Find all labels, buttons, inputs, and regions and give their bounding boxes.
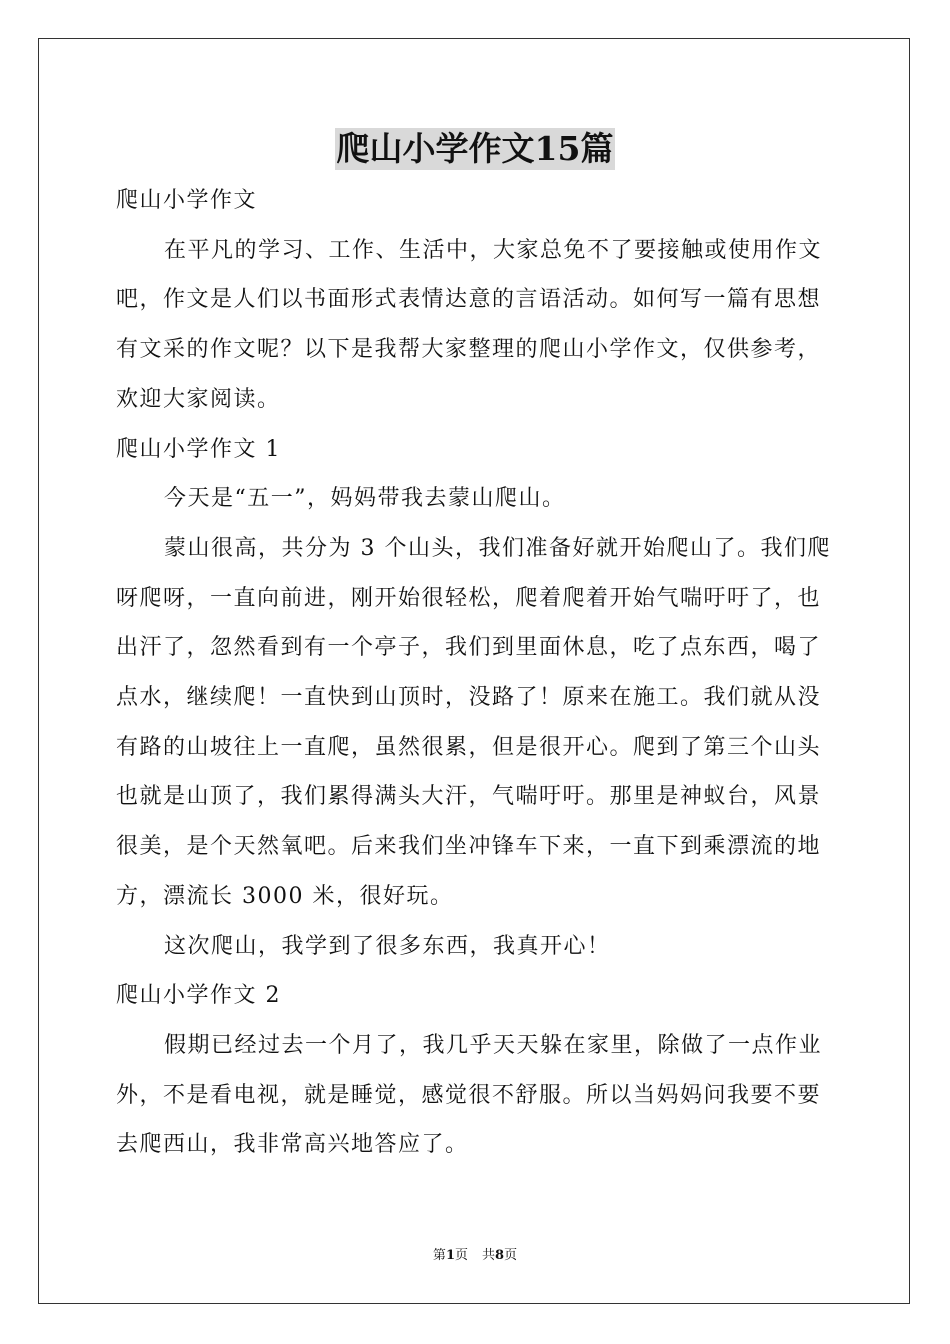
page-footer — [0, 1246, 950, 1266]
total-prefix: 共 — [482, 1248, 496, 1263]
text-line: 欢迎大家阅读。 — [116, 386, 281, 412]
title-wrap — [0, 128, 950, 170]
total-pages: 8 — [495, 1248, 505, 1263]
text-line: 出汗了，忽然看到有一个亭子，我们到里面休息，吃了点东西，喝了 — [116, 635, 822, 661]
page-prefix: 第 — [432, 1248, 446, 1263]
text-line: 呀爬呀，一直向前进，刚开始很轻松，爬着爬着开始气喘吁吁了，也 — [116, 585, 822, 611]
text-line: 蒙山很高，共分为 3 个山头，我们准备好就开始爬山了。我们爬 — [164, 535, 831, 561]
page-suffix: 页 — [454, 1248, 468, 1263]
text-line: 今天是“五一”，妈妈带我去蒙山爬山。 — [164, 486, 566, 512]
section-heading: 爬山小学作文 1 — [116, 436, 281, 462]
page-number: 1 — [445, 1248, 455, 1263]
document-title: 爬山小学作文15篇 — [336, 129, 614, 168]
text-line: 有路的山坡往上一直爬，虽然很累，但是很开心。爬到了第三个山头 — [116, 734, 822, 760]
total-suffix: 页 — [504, 1248, 518, 1263]
text-line: 在平凡的学习、工作、生活中，大家总免不了要接触或使用作文 — [164, 237, 823, 263]
text-line: 外，不是看电视，就是睡觉，感觉很不舒服。所以当妈妈问我要不要 — [116, 1082, 822, 1108]
text-line: 爬山小学作文 — [116, 188, 258, 213]
section-heading: 爬山小学作文 2 — [116, 983, 281, 1009]
text-line: 方，漂流长 3000 米，很好玩。 — [116, 883, 454, 909]
text-line: 这次爬山，我学到了很多东西，我真开心！ — [164, 933, 611, 959]
text-line: 有文采的作文呢？以下是我帮大家整理的爬山小学作文，仅供参考， — [116, 337, 822, 363]
document-body — [116, 176, 834, 1170]
text-line: 吧，作文是人们以书面形式表情达意的言语活动。如何写一篇有思想 — [116, 287, 822, 313]
text-line: 点水，继续爬！一直快到山顶时，没路了！原来在施工。我们就从没 — [116, 685, 822, 711]
text-line: 也就是山顶了，我们累得满头大汗，气喘吁吁。那里是神蚁台，风景 — [116, 784, 822, 810]
text-line: 假期已经过去一个月了，我几乎天天躲在家里，除做了一点作业 — [164, 1032, 823, 1058]
text-line: 去爬西山，我非常高兴地答应了。 — [116, 1132, 469, 1158]
text-line: 很美，是个天然氧吧。后来我们坐冲锋车下来，一直下到乘漂流的地 — [116, 834, 822, 860]
